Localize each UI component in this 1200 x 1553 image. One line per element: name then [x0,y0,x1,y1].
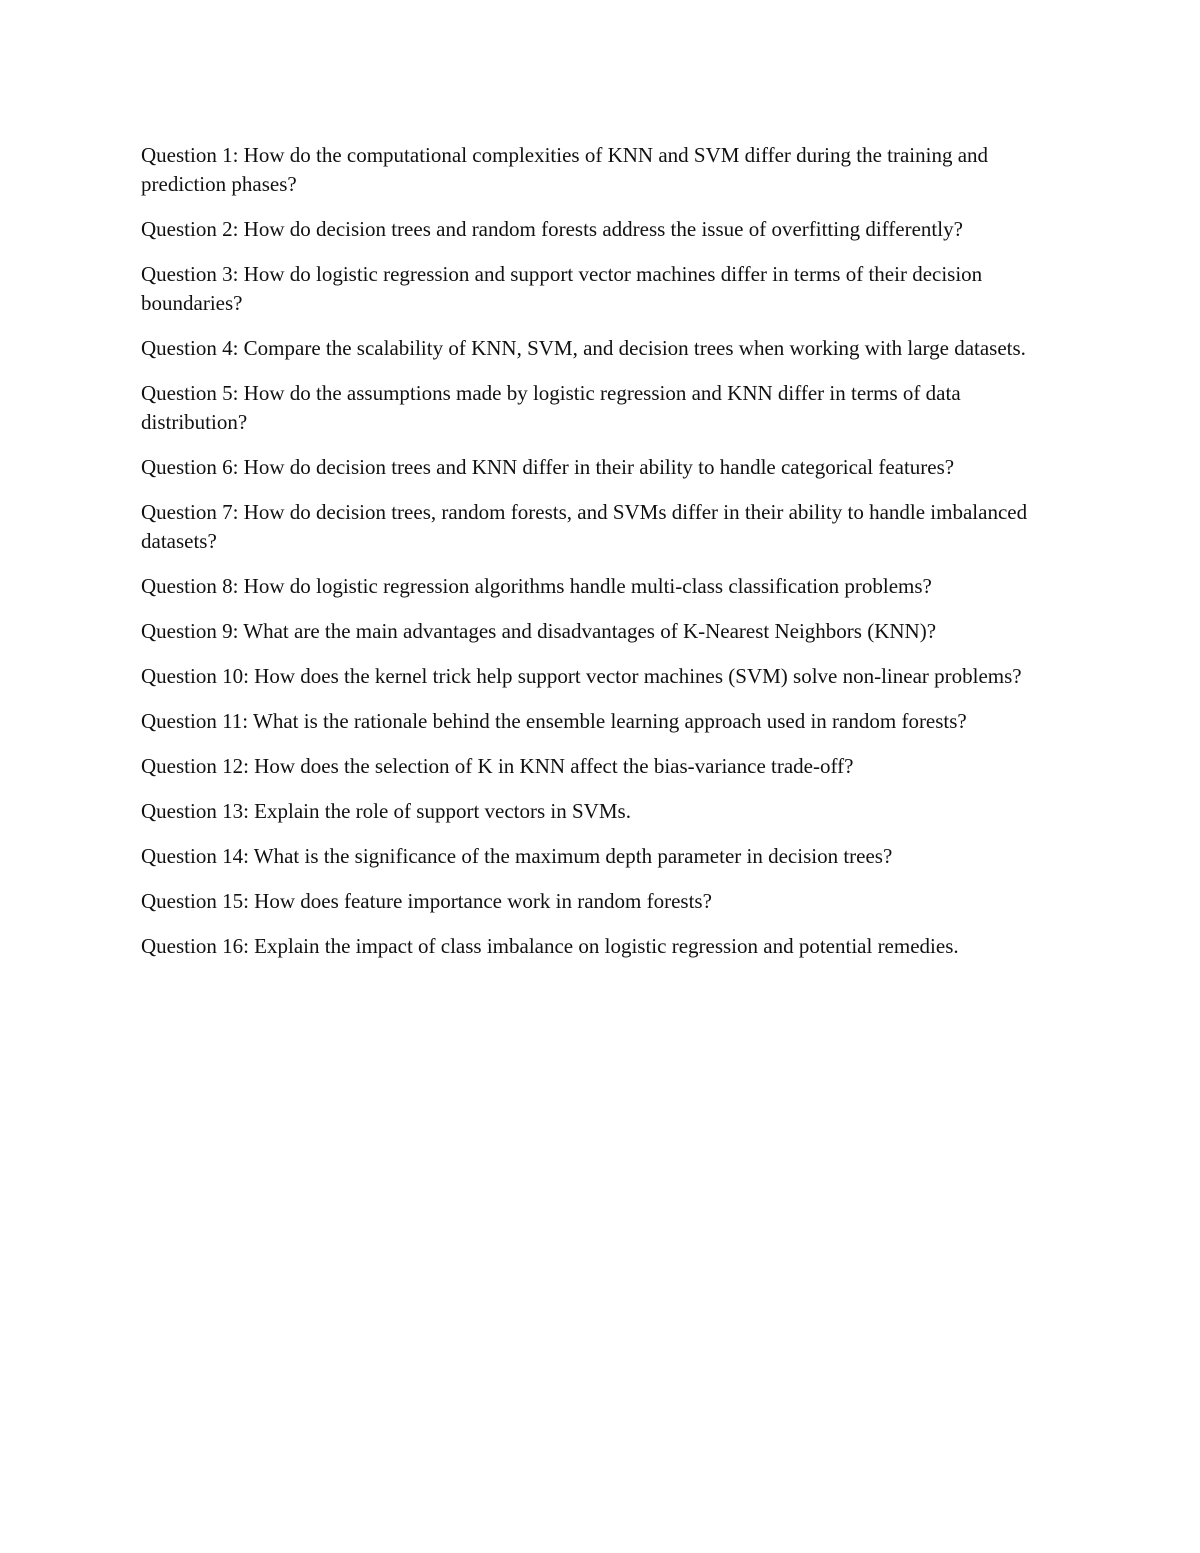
question-15: Question 15: How does feature importance work in random forests? [141,889,712,913]
question-13: Question 13: Explain the role of support vectors in SVMs. [141,799,631,823]
question-2: Question 2: How do decision trees and random forests address the issue of overfitting differently? [141,217,963,241]
question-3: Question 3: How do logistic regression and support vector machines differ in terms of their decision boundaries? [141,262,983,315]
question-14: Question 14: What is the significance of the maximum depth parameter in decision trees? [141,844,893,868]
question-6: Question 6: How do decision trees and KNN differ in their ability to handle categorical features? [141,455,955,479]
question-4: Question 4: Compare the scalability of KNN, SVM, and decision trees when working with large datasets. [141,336,1026,360]
question-1: Question 1: How do the computational complexities of KNN and SVM differ during the training and prediction phases? [141,143,989,196]
question-8: Question 8: How do logistic regression algorithms handle multi-class classification problems? [141,574,932,598]
question-5: Question 5: How do the assumptions made by logistic regression and KNN differ in terms of data distribution? [141,381,961,434]
question-16: Question 16: Explain the impact of class imbalance on logistic regression and potential remedies. [141,934,959,958]
question-11: Question 11: What is the rationale behind the ensemble learning approach used in random forests? [141,709,967,733]
question-9: Question 9: What are the main advantages and disadvantages of K-Nearest Neighbors (KNN)? [141,619,937,643]
question-list [141,141,1066,977]
question-12: Question 12: How does the selection of K in KNN affect the bias-variance trade-off? [141,754,854,778]
question-10: Question 10: How does the kernel trick help support vector machines (SVM) solve non-linear problems? [141,664,1022,688]
question-7: Question 7: How do decision trees, random forests, and SVMs differ in their ability to handle imbalanced datasets? [141,500,1028,553]
